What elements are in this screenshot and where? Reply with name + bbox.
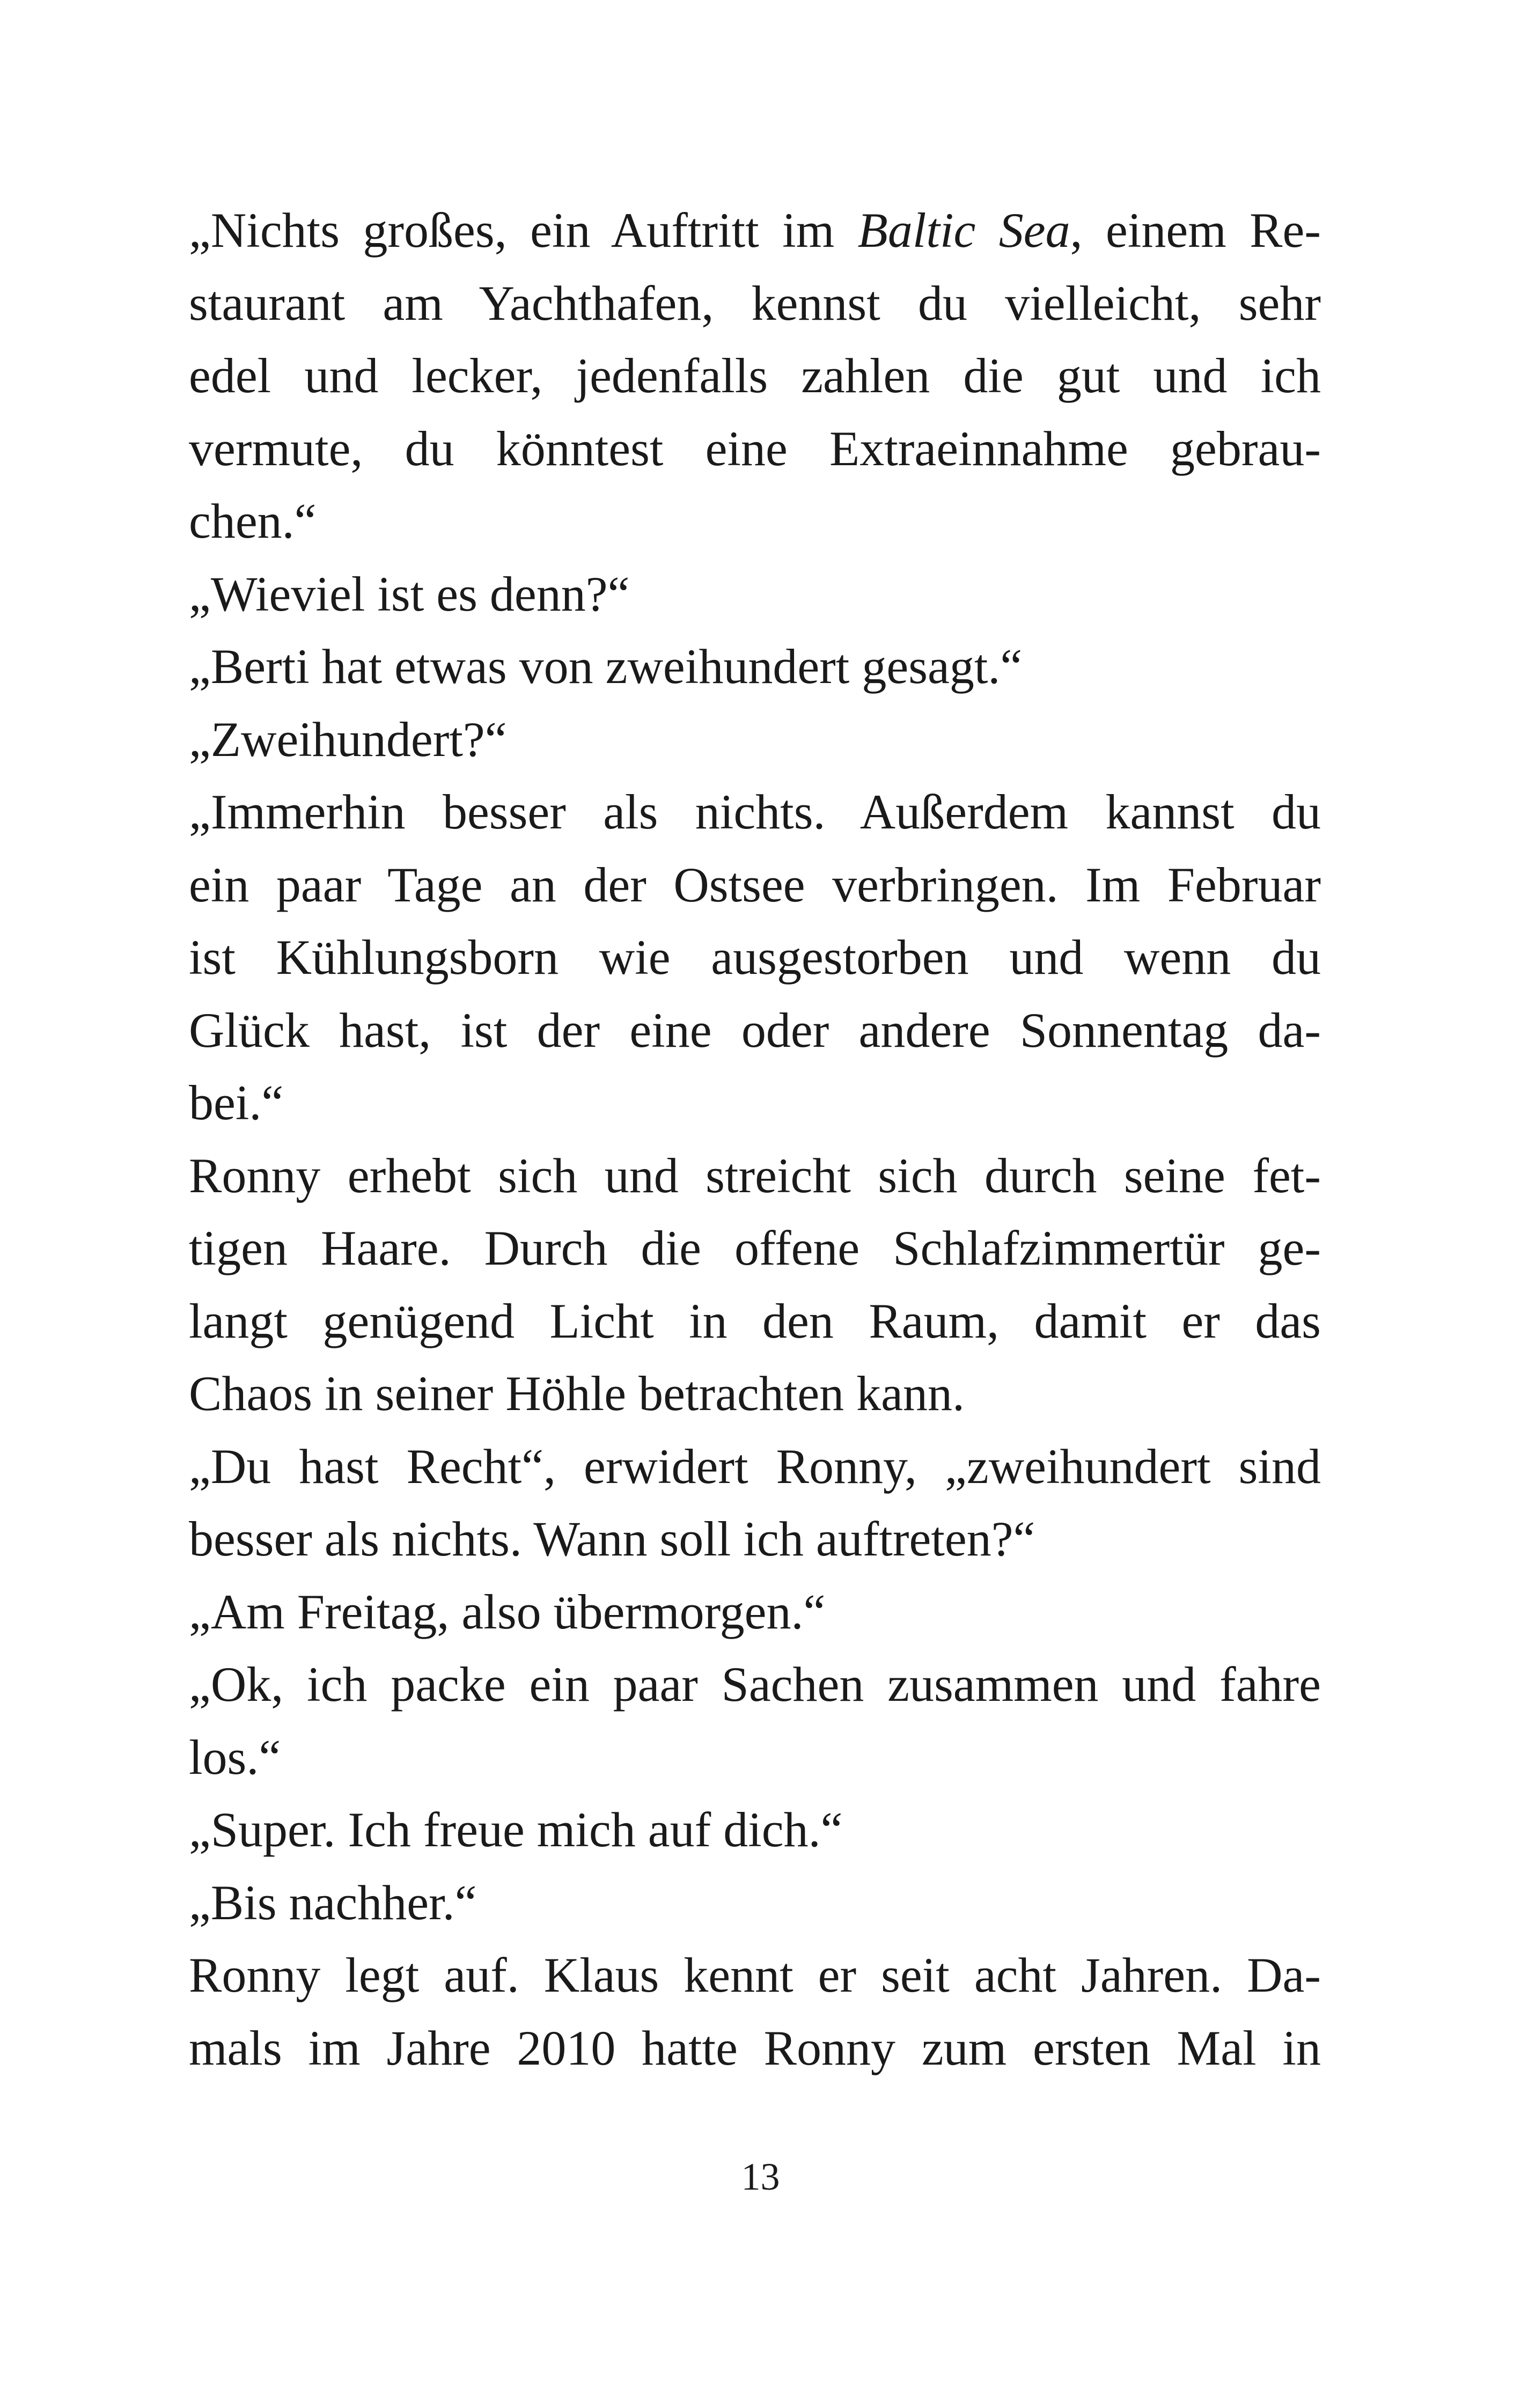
text-segment: los.“ <box>189 1729 281 1785</box>
text-line <box>189 1140 1321 1213</box>
text-segment: „Immerhin besser als nichts. Außerdem kannst du <box>189 784 1321 839</box>
text-line <box>189 849 1321 922</box>
text-segment: Chaos in seiner Höhle betrachten kann. <box>189 1366 965 1421</box>
text-line <box>189 1576 1321 1649</box>
text-segment: Glück hast, ist der eine oder andere Sonnentag da- <box>189 1002 1321 1058</box>
text-line <box>189 485 1321 558</box>
text-segment: „Berti hat etwas von zweihundert gesagt.“ <box>189 639 1023 694</box>
text-segment: chen.“ <box>189 494 317 548</box>
text-line <box>189 2012 1321 2085</box>
body-text <box>189 194 1321 2084</box>
text-segment: besser als nichts. Wann soll ich auftreten?“ <box>189 1511 1035 1566</box>
text-segment: „Nichts großes, ein Auftritt im <box>189 203 858 258</box>
text-line <box>189 1721 1321 1794</box>
text-line <box>189 994 1321 1067</box>
text-line <box>189 1430 1321 1503</box>
text-segment: „Zweihundert?“ <box>189 711 507 767</box>
text-line <box>189 1939 1321 2012</box>
text-segment: Ronny erhebt sich und streicht sich durch seine fet- <box>189 1148 1321 1203</box>
text-segment: ein paar Tage an der Ostsee verbringen. Im Februar <box>189 857 1321 912</box>
text-segment: tigen Haare. Durch die offene Schlafzimmertür ge- <box>189 1221 1321 1275</box>
text-segment: langt genügend Licht in den Raum, damit er das <box>189 1293 1321 1348</box>
text-line <box>189 921 1321 994</box>
text-line <box>189 703 1321 776</box>
text-segment: „Super. Ich freue mich auf dich.“ <box>189 1802 843 1857</box>
text-line <box>189 1357 1321 1430</box>
text-segment: staurant am Yachthafen, kennst du vielleicht, sehr <box>189 275 1321 331</box>
page-number: 13 <box>741 2155 780 2198</box>
text-line <box>189 776 1321 849</box>
text-segment: vermute, du könntest eine Extraeinnahme gebrau- <box>189 421 1321 476</box>
text-segment: bei.“ <box>189 1075 284 1130</box>
text-line <box>189 1867 1321 1940</box>
text-segment: mals im Jahre 2010 hatte Ronny zum ersten Mal in <box>189 2020 1321 2075</box>
text-line <box>189 558 1321 631</box>
text-line <box>189 1648 1321 1721</box>
text-segment: , einem Re- <box>1070 203 1321 258</box>
text-segment: ist Kühlungsborn wie ausgestorben und wenn du <box>189 930 1321 985</box>
text-line <box>189 1285 1321 1358</box>
text-line <box>189 340 1321 413</box>
text-line <box>189 1503 1321 1576</box>
text-segment: „Du hast Recht“, erwidert Ronny, „zweihundert sind <box>189 1438 1321 1494</box>
text-line <box>189 413 1321 486</box>
text-segment: Ronny legt auf. Klaus kennt er seit acht Jahren. Da- <box>189 1948 1321 2002</box>
text-line <box>189 630 1321 703</box>
text-segment: „Ok, ich packe ein paar Sachen zusammen und fahre <box>189 1657 1321 1712</box>
text-line <box>189 1067 1321 1140</box>
text-segment: „Am Freitag, also übermorgen.“ <box>189 1584 826 1639</box>
text-line <box>189 1794 1321 1867</box>
text-line <box>189 194 1321 267</box>
text-line <box>189 1212 1321 1285</box>
text-segment: „Wieviel ist es denn?“ <box>189 566 630 621</box>
text-segment: edel und lecker, jedenfalls zahlen die gut und ich <box>189 348 1321 403</box>
text-line <box>189 267 1321 340</box>
italic-text-segment: Baltic Sea <box>857 203 1070 258</box>
text-segment: „Bis nachher.“ <box>189 1875 477 1930</box>
